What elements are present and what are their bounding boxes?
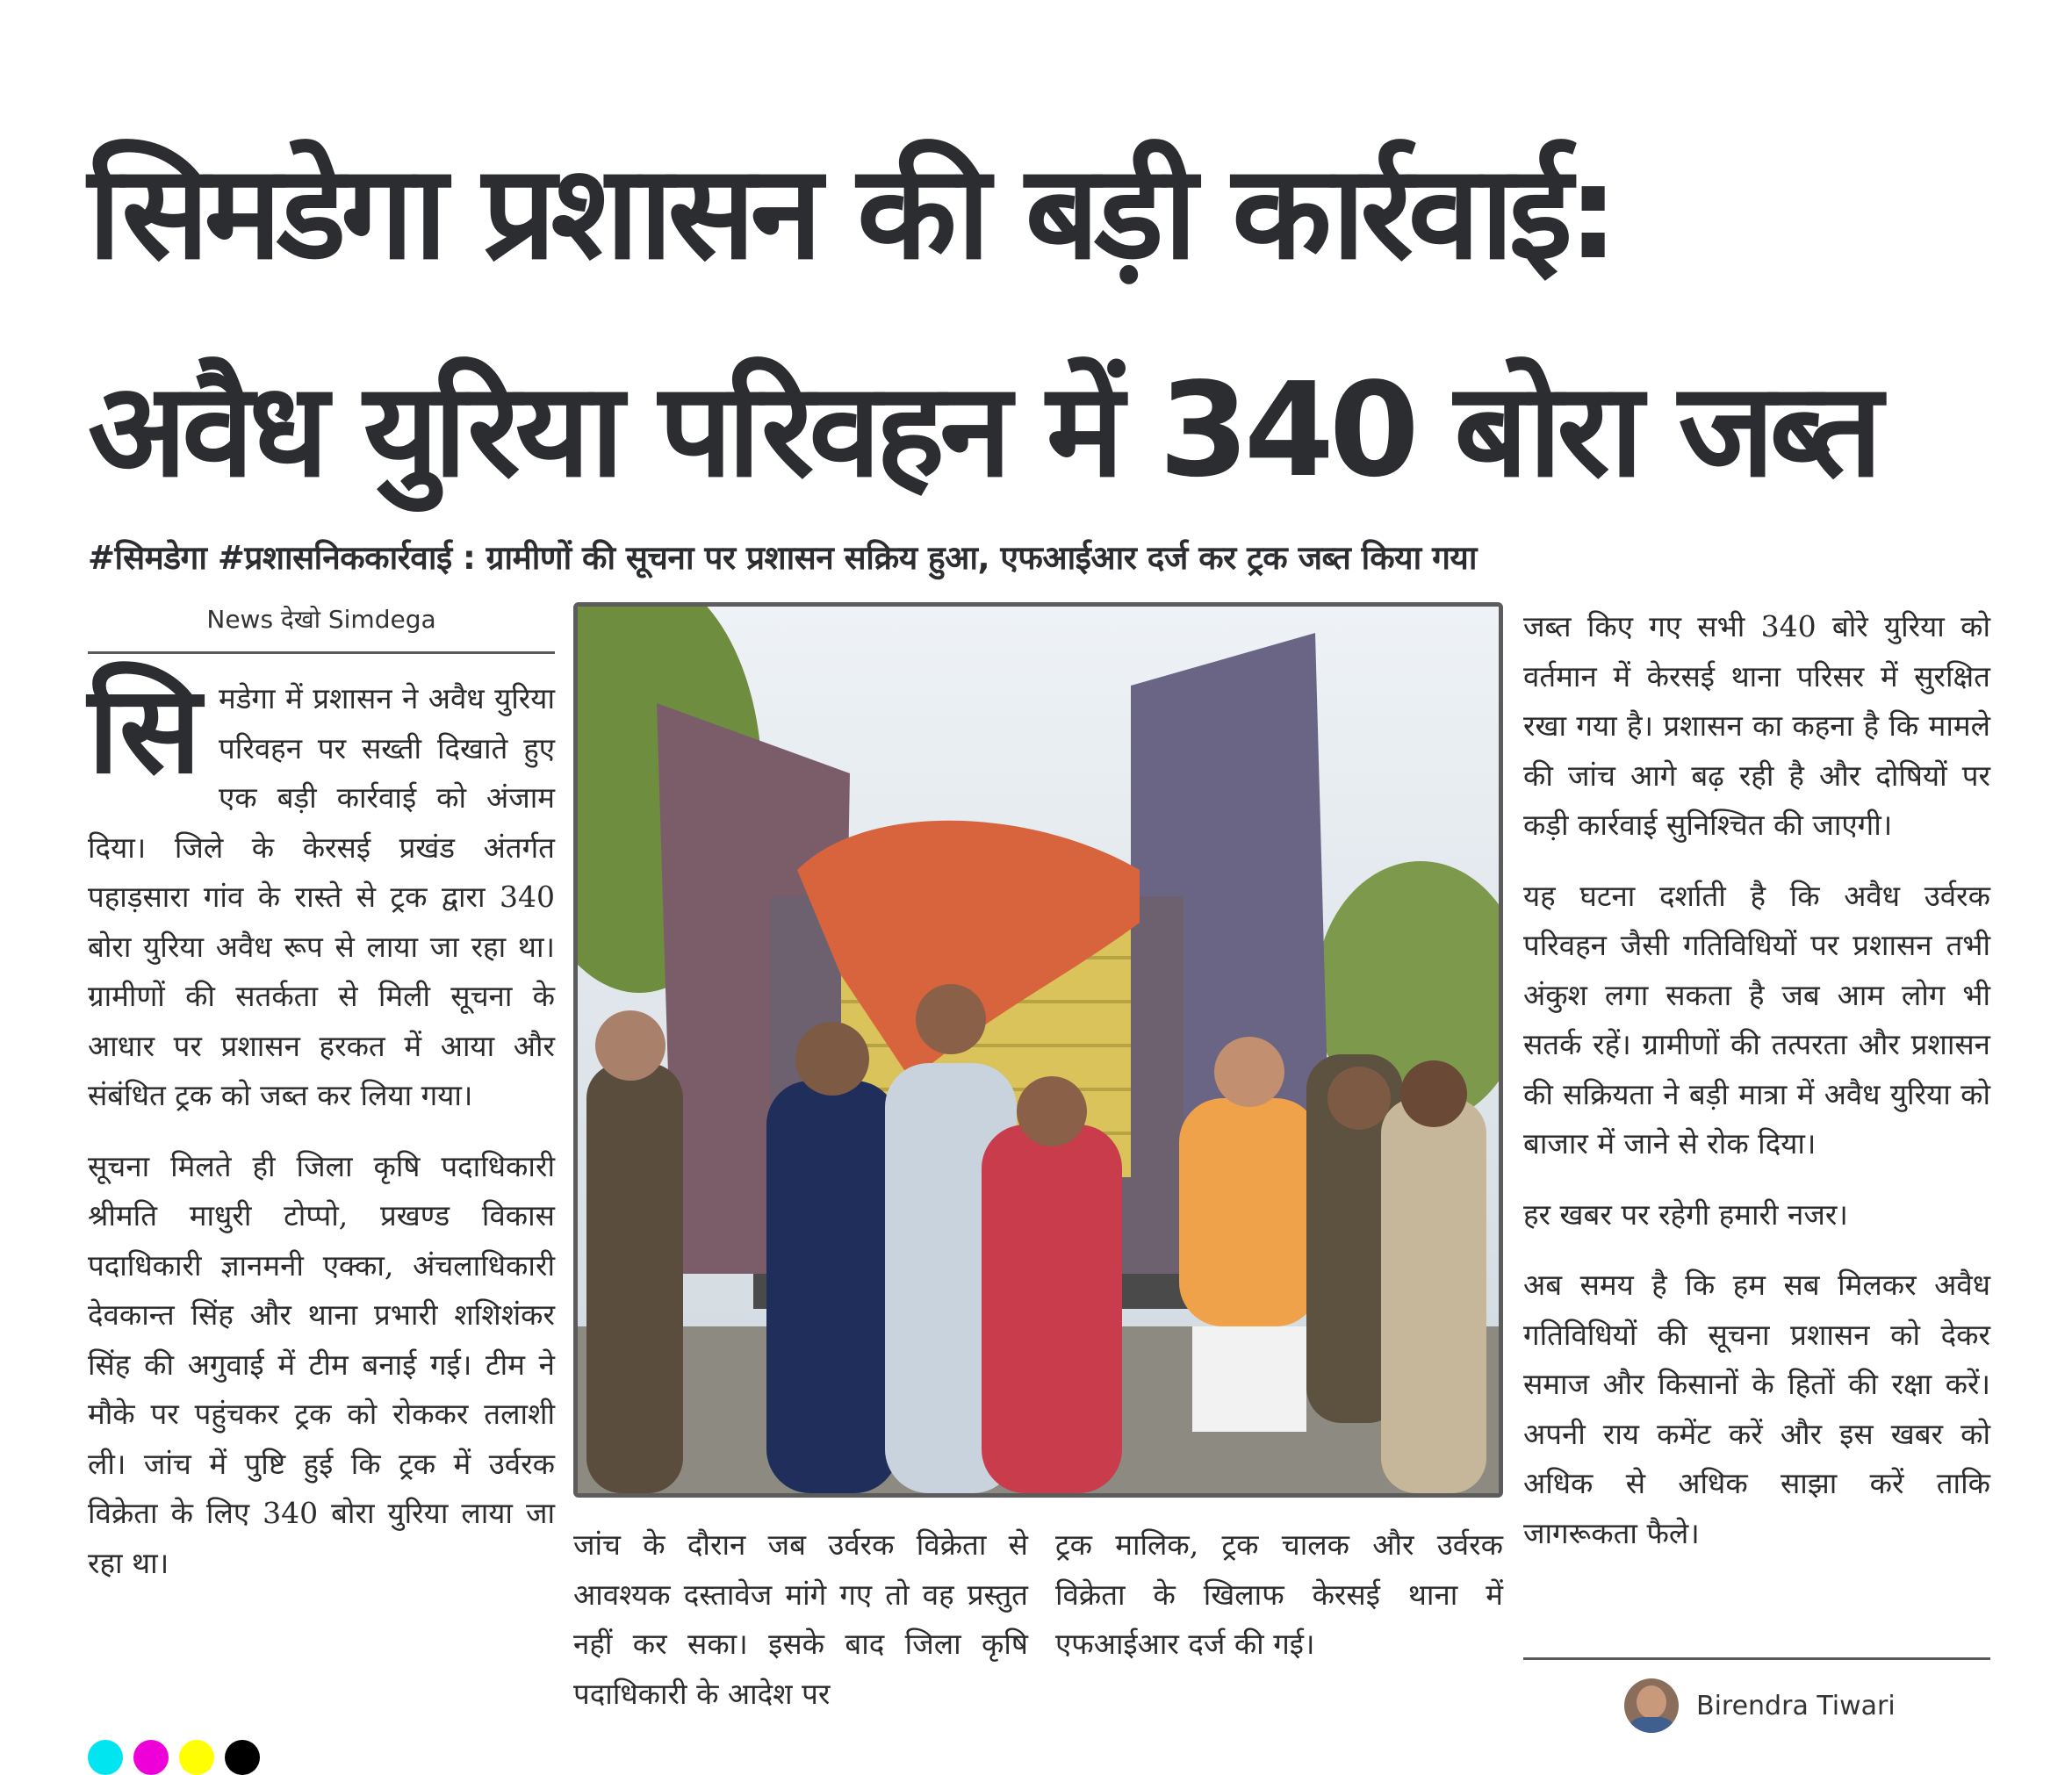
article-paragraph-7: हर खबर पर रहेगी हमारी नजर। [1523,1197,1848,1232]
article-column-1 [88,659,555,1609]
headline [88,104,2019,539]
article-paragraph-8: अब समय है कि हम सब मिलकर अवैध गतिविधियों की सूचना प्रशासन को देकर समाज और किसानों के हितों की रक्षा करें। अपनी राय कमेंट करें और इस खबर को अधिक से अधिक साझा करें ताकि जागरूकता फैले। [1523,1268,1990,1550]
article-column-4 [1523,602,1990,1579]
article-column-2 [573,1520,1028,1740]
author-credit [1624,1678,1896,1733]
black-swatch [225,1740,260,1775]
cyan-swatch [88,1740,123,1775]
author-name: Birendra Tiwari [1696,1690,1896,1721]
news-photo [573,602,1503,1498]
byline: News देखो Simdega [206,605,436,634]
article-paragraph-1 [88,659,555,1121]
headline-line-1: सिमडेगा प्रशासन की बड़ी कार्रवाई: [88,137,1615,288]
drop-cap: सि [88,659,202,801]
article-paragraph-3: जांच के दौरान जब उर्वरक विक्रेता से आवश्यक दस्तावेज मांगे गए तो वह प्रस्तुत नहीं कर सका। इसके बाद जिला कृषि पदाधिकारी के आदेश पर [573,1527,1028,1711]
article-paragraph-1-text: मडेगा में प्रशासन ने अवैध युरिया परिवहन पर सख्ती दिखाते हुए एक बड़ी कार्रवाई को अंजाम दिया। जिले के केरसई प्रखंड अंतर्गत पहाड़सारा गांव के रास्ते से ट्रक द्वारा 340 बोरा युरिया अवैध रूप से लाया जा रहा था। ग्रामीणों की सतर्कता से मिली सूचना के आधार पर प्रशासन हरकत में आया और संबंधित ट्रक को जब्त कर लिया गया। [88,681,555,1112]
news-photo-graphic [578,607,1499,1493]
article-paragraph-5: जब्त किए गए सभी 340 बोरे युरिया को वर्तमान में केरसई थाना परिसर में सुरक्षित रखा गया है। प्रशासन का कहना है कि मामले की जांच आगे बढ़ रही है और दोषियों पर कड़ी कार्रवाई सुनिश्चित की जाएगी। [1523,609,1990,842]
color-registration-marks [88,1740,260,1775]
article-paragraph-6: यह घटना दर्शाती है कि अवैध उर्वरक परिवहन जैसी गतिविधियों पर प्रशासन तभी अंकुश लगा सकता है जब आम लोग भी सतर्क रहें। ग्रामीणों की तत्परता और प्रशासन की सक्रियता ने बड़ी मात्रा में अवैध युरिया को बाजार में जाने से रोक दिया। [1523,878,1990,1161]
author-rule [1523,1657,1990,1660]
magenta-swatch [133,1740,169,1775]
author-avatar-icon [1624,1678,1679,1733]
byline-rule [88,651,555,654]
yellow-swatch [179,1740,214,1775]
subheadline: #सिमडेगा #प्रशासनिककार्रवाई : ग्रामीणों की सूचना पर प्रशासन सक्रिय हुआ, एफआईआर दर्ज कर ट्रक जब्त किया गया [88,539,1477,577]
article-column-3 [1055,1520,1503,1691]
article-paragraph-4: ट्रक मालिक, ट्रक चालक और उर्वरक विक्रेता के खिलाफ केरसई थाना में एफआईआर दर्ज की गई। [1055,1527,1503,1661]
headline-line-2: अवैध युरिया परिवहन में 340 बोरा जब्त [88,355,1878,506]
article-paragraph-2: सूचना मिलते ही जिला कृषि पदाधिकारी श्रीमति माधुरी टोप्पो, प्रखण्ड विकास पदाधिकारी ज्ञानमनी एक्का, अंचलाधिकारी देवकान्त सिंह और थाना प्रभारी शशिशंकर सिंह की अगुवाई में टीम बनाई गई। टीम ने मौके पर पहुंचकर ट्रक को रोककर तलाशी ली। जांच में पुष्टि हुई कि ट्रक में उर्वरक विक्रेता के लिए 340 बोरा युरिया लाया जा रहा था। [88,1148,555,1580]
